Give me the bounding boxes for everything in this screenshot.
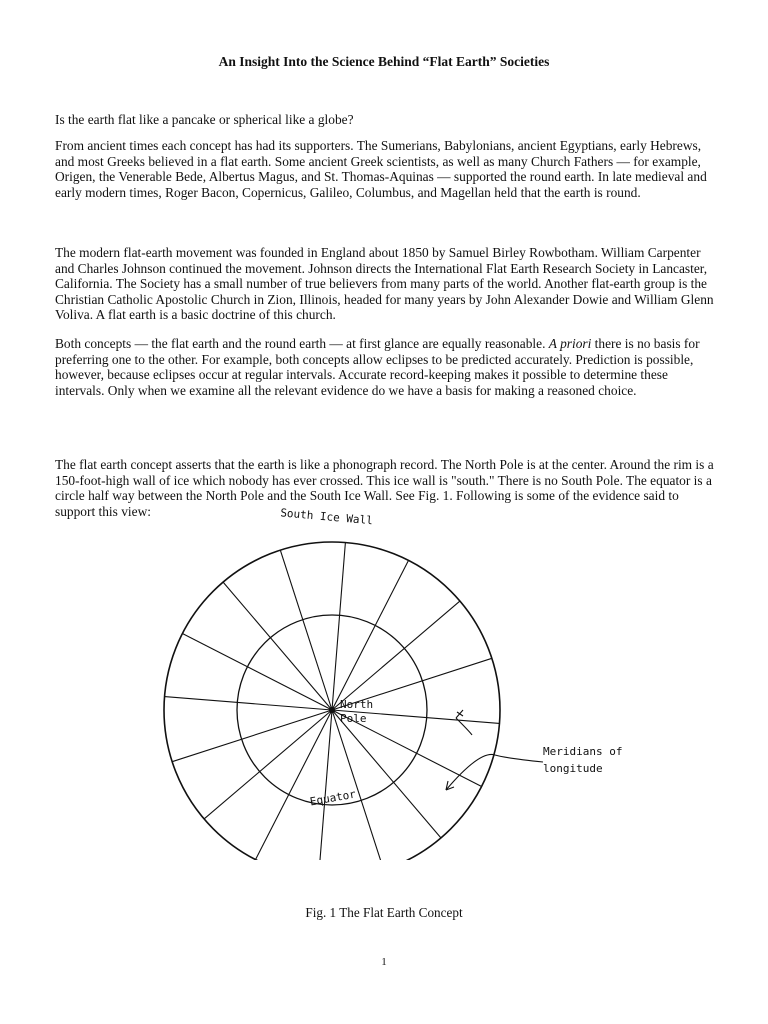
paragraph-question xyxy=(55,112,715,128)
meridians-label-line2: longitude xyxy=(543,762,603,775)
meridian-line xyxy=(172,710,332,762)
ice-wall-label: South Ice Wall xyxy=(279,506,374,528)
page-number: 1 xyxy=(381,956,387,968)
emphasis-text: A priori xyxy=(548,336,592,351)
pole-label: Pole xyxy=(340,712,367,725)
paragraph-text: The flat earth concept asserts that the earth is like a phonograph record. The North Pole is at the center. Around the rim is a 150-foot-high wall of ice which nobody has ever crossed. This ice wall is "south." There is no South Pole. The equator is a circle half way between the North Pole and the South Ice Wall. See Fig. 1. Following is some of the evidence said to support this view: xyxy=(55,457,714,519)
figure-caption: Fig. 1 The Flat Earth Concept xyxy=(305,905,463,920)
meridian-line xyxy=(332,543,345,711)
meridian-line xyxy=(332,560,409,710)
meridian-line xyxy=(165,697,333,710)
meridian-line xyxy=(256,710,333,860)
paragraph-both-concepts xyxy=(55,336,715,398)
north-label: North xyxy=(340,698,374,711)
document-title: An Insight Into the Science Behind “Flat Earth” Societies xyxy=(218,54,550,69)
paragraph-text: The modern flat-earth movement was founded in England about 1850 by Samuel Birley Rowbotham. William Carpenter and Charles Johnson continued the movement. Johnson directs the International Flat Earth Research Society in Lancaster, California. The Society has a small number of true believers from many parts of the world. Another flat-earth group is the Christian Catholic Apostolic Church in Zion, Illinois, headed for many years by John Alexander Dowie and William Glenn Voliva. A flat earth is a basic doctrine of this church. xyxy=(55,245,714,323)
paragraph-text: Is the earth flat like a pancake or spherical like a globe? xyxy=(55,112,354,127)
meridian-line xyxy=(280,550,332,710)
equator-label: Equator xyxy=(308,787,357,809)
paragraph-modern-movement xyxy=(55,245,715,323)
paragraph-text: there is no basis for preferring one to the other. For example, both concepts allow eclipses to be predicted accurately. Prediction is possible, however, because eclipses occur at regular intervals. Accurate record-keeping makes it possible to determine these intervals. Only when we examine all the relevant evidence do we have a basis for making a reasoned choice. xyxy=(55,336,700,398)
meridian-pointer-line xyxy=(446,754,543,790)
paragraph-text: From ancient times each concept has had its supporters. The Sumerians, Babylonians, ancient Egyptians, early Hebrews, and most Greeks believed in a flat earth. Some ancient Greek scientists, as well as many Church Fathers — for example, Origen, the Venerable Bede, Albertus Magus, and St. Thomas-Aquinas — supported the round earth. In late medieval and early modern times, Roger Bacon, Copernicus, Galileo, Columbus, and Magellan held that the earth is round. xyxy=(55,138,707,200)
meridian-tick-mark xyxy=(456,710,463,718)
flat-earth-diagram xyxy=(150,500,670,860)
meridians-label-line1: Meridians of xyxy=(543,745,623,758)
flat-earth-figure xyxy=(150,500,670,860)
meridian-line xyxy=(182,634,332,711)
north-pole-dot xyxy=(329,707,335,713)
paragraph-history xyxy=(55,138,715,200)
paragraph-text: Both concepts — the flat earth and the round earth — at first glance are equally reasonable. xyxy=(55,336,549,351)
